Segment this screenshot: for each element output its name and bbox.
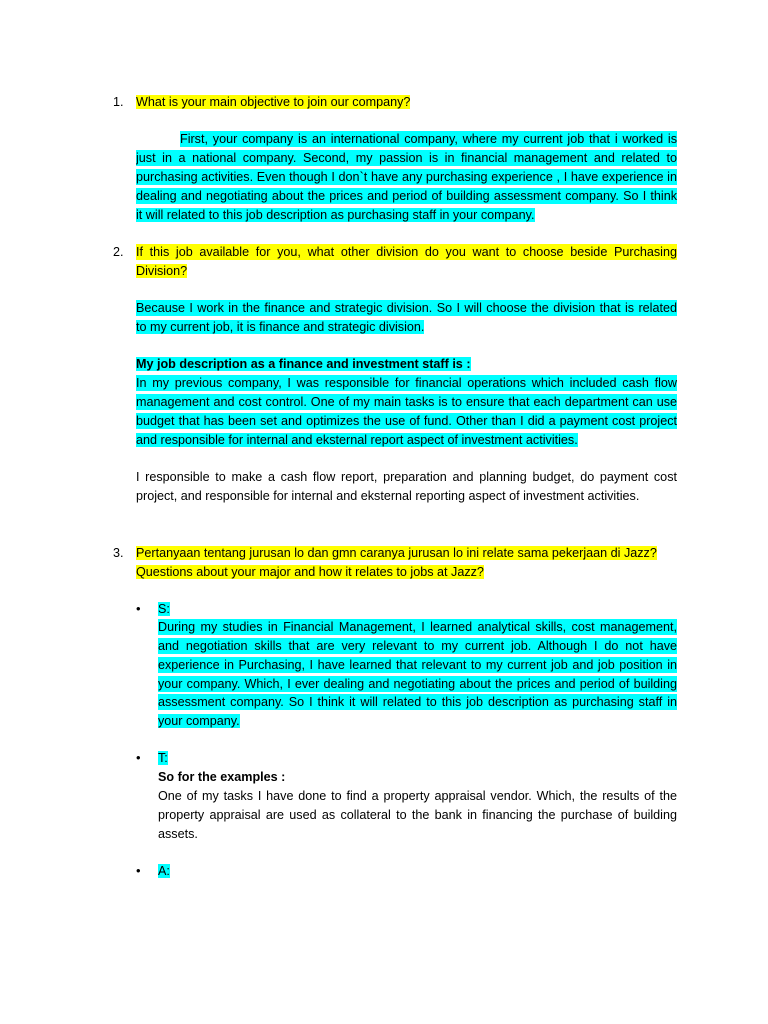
bullet-s-line-5: assessment company. So I think it will related to this job description as purchasing staff in: [158, 695, 677, 709]
job-description-heading: My job description as a finance and investment staff is :: [136, 357, 471, 371]
q1-answer-line-5: it will related to this job description as purchasing staff in your company.: [136, 208, 535, 222]
job-description-line-3: budget that has been set and optimizes the use of fund. Other than I did a payment cost project: [136, 414, 677, 428]
q1-answer-line-1: First, your company is an international company, where my current job that i worked is: [180, 132, 677, 146]
job-description-line-1: In my previous company, I was responsible for financial operations which included cash flow: [136, 376, 677, 390]
bullet-t-heading: So for the examples :: [158, 770, 286, 784]
bullet-t-line-3: assets.: [158, 827, 198, 841]
bullet-s-label: S:: [158, 602, 170, 616]
bullet-t-label: T:: [158, 751, 168, 765]
bullet-s-line-6: your company.: [158, 714, 240, 728]
bullet-s-line-4: your company. Which, I ever dealing and negotiating about the prices and period of building: [158, 677, 677, 691]
bullet-t-marker: •: [136, 750, 141, 765]
q3-question-line-1: Pertanyaan tentang jurusan lo dan gmn caranya jurusan lo ini relate sama pekerjaan di Jazz?: [136, 546, 657, 560]
q2-question-line-1: If this job available for you, what other division do you want to choose beside Purchasing: [136, 245, 677, 259]
q2-number: 2.: [113, 245, 124, 259]
bullet-s-line-3: experience in Purchasing, I have learned that relevant to my current job and job position in: [158, 658, 677, 672]
q3-number: 3.: [113, 546, 124, 560]
bullet-a-marker: •: [136, 863, 141, 878]
job-description-line-4: and responsible for internal and eksternal report aspect of investment activities.: [136, 433, 578, 447]
summary-line-2: project, and responsible for internal and eksternal reporting aspect of investment activities.: [136, 489, 640, 503]
bullet-s-marker: •: [136, 601, 141, 616]
q2-answer-line-1: Because I work in the finance and strategic division. So I will choose the division that is related: [136, 301, 677, 315]
q1-question: What is your main objective to join our company?: [136, 95, 411, 109]
q1-answer-line-2: just in a national company. Second, my passion is in financial management and related to: [136, 151, 677, 165]
q1-number: 1.: [113, 95, 124, 109]
q2-question-line-2: Division?: [136, 264, 188, 278]
bullet-a-label: A:: [158, 864, 170, 878]
bullet-s-line-2: and negotiation skills that are very relevant to my current job. Although I do not have: [158, 639, 677, 653]
q1-answer-line-4: dealing and negotiating about the prices and period of building assessment company. So I think: [136, 189, 677, 203]
bullet-s-line-1: During my studies in Financial Management, I learned analytical skills, cost management,: [158, 620, 677, 634]
q1-answer-line-3: purchasing activities. Even though I don`t have any purchasing experience , I have experience in: [136, 170, 677, 184]
summary-line-1: I responsible to make a cash flow report, preparation and planning budget, do payment cost: [136, 470, 677, 484]
job-description-line-2: management and cost control. One of my main tasks is to ensure that each department can use: [136, 395, 677, 409]
q2-answer-line-2: to my current job, it is finance and strategic division.: [136, 320, 425, 334]
bullet-t-line-1: One of my tasks I have done to find a property appraisal vendor. Which, the results of the: [158, 789, 677, 803]
q3-question-line-2: Questions about your major and how it relates to jobs at Jazz?: [136, 565, 484, 579]
bullet-t-line-2: property appraisal are used as collateral to the bank in financing the purchase of building: [158, 808, 677, 822]
